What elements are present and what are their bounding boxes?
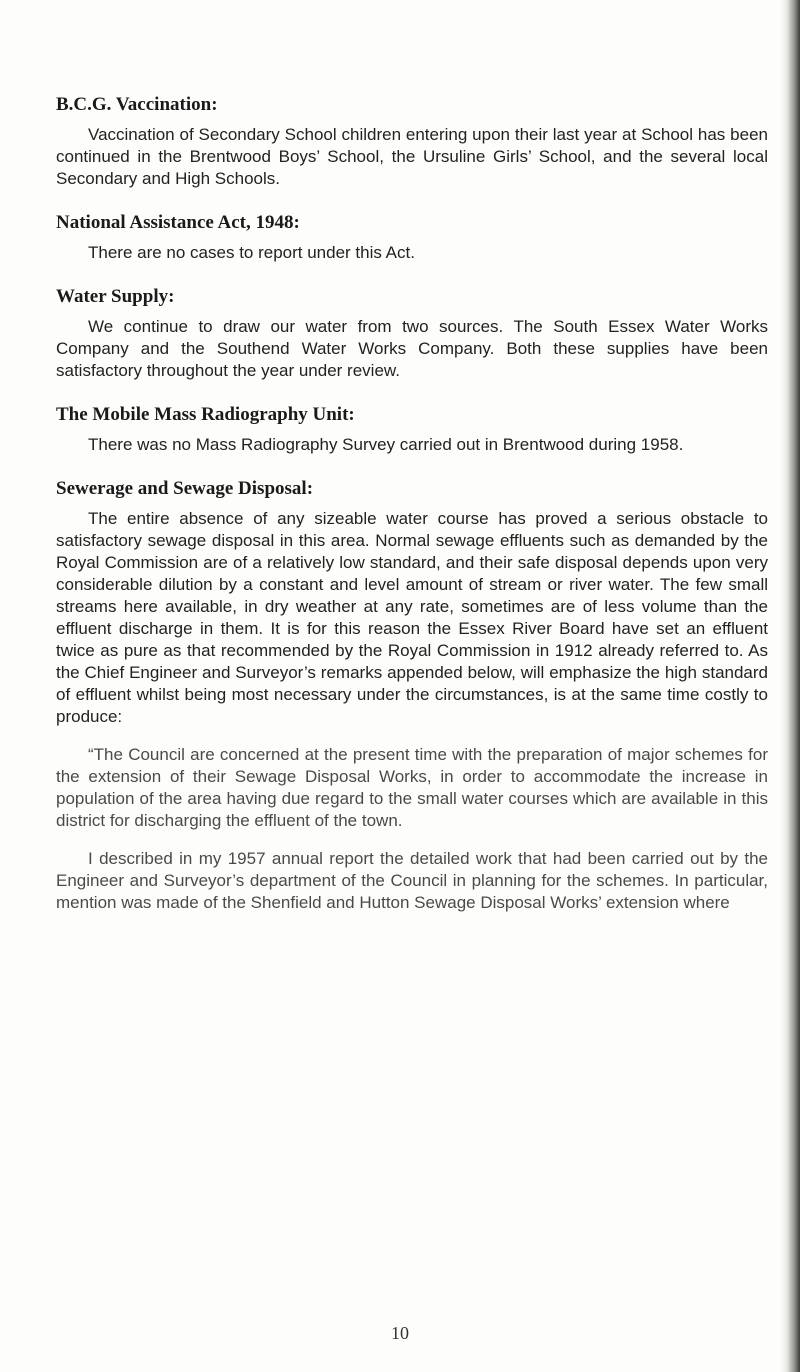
section-bcg-vaccination bbox=[56, 92, 768, 190]
section-heading: B.C.G. Vaccination: bbox=[56, 94, 218, 115]
section-national-assistance-act bbox=[56, 210, 768, 264]
section-paragraph: Vaccination of Secondary School children entering upon their last year at School has been continued in the Brentwood Boys’ School, the Ursuline Girls’ School, and the several local Secondary and High Schools. bbox=[56, 125, 768, 188]
section-heading: Water Supply: bbox=[56, 286, 175, 307]
section-paragraph: We continue to draw our water from two sources. The South Essex Water Works Company and the Southend Water Works Company. Both these supplies have been satisfactory throughout the year under review. bbox=[56, 317, 768, 380]
section-heading: The Mobile Mass Radiography Unit: bbox=[56, 404, 355, 425]
quoted-paragraph: I described in my 1957 annual report the detailed work that had been carried out by the Engineer and Surveyor’s department of the Council in planning for the schemes. In particular, mention was made of the Shenfield and Hutton Sewage Disposal Works’ extension where bbox=[56, 849, 768, 912]
scanned-page-edge bbox=[780, 0, 800, 1372]
section-paragraph: There was no Mass Radiography Survey carried out in Brentwood during 1958. bbox=[88, 435, 684, 454]
section-water-supply bbox=[56, 284, 768, 382]
page-number: 10 bbox=[391, 1323, 409, 1343]
section-sewerage bbox=[56, 476, 768, 914]
section-paragraph: The entire absence of any sizeable water course has proved a serious obstacle to satisfactory sewage disposal in this area. Normal sewage effluents such as demanded by the Royal Commission are of a relatively low standard, and their safe disposal depends upon very considerable dilution by a constant and level amount of stream or river water. The few small streams here available, in dry weather at any rate, sometimes are of less volume than the effluent discharge in them. It is for this reason the Essex River Board have set an effluent twice as pure as that recommended by the Royal Commission in 1912 already referred to. As the Chief Engineer and Surveyor’s remarks appended below, will emphasize the high standard of effluent whilst being most necessary under the circumstances, is at the same time costly to produce: bbox=[56, 509, 768, 726]
page-content bbox=[56, 92, 768, 914]
section-heading: Sewerage and Sewage Disposal: bbox=[56, 478, 314, 499]
section-paragraph: There are no cases to report under this Act. bbox=[88, 243, 415, 262]
section-mass-radiography bbox=[56, 402, 768, 456]
section-heading: National Assistance Act, 1948: bbox=[56, 212, 300, 233]
quoted-paragraph: “The Council are concerned at the present time with the preparation of major schemes for the extension of their Sewage Disposal Works, in order to accommodate the increase in population of the area having due regard to the small water courses which are available in this district for discharging the effluent of the town. bbox=[56, 745, 768, 830]
